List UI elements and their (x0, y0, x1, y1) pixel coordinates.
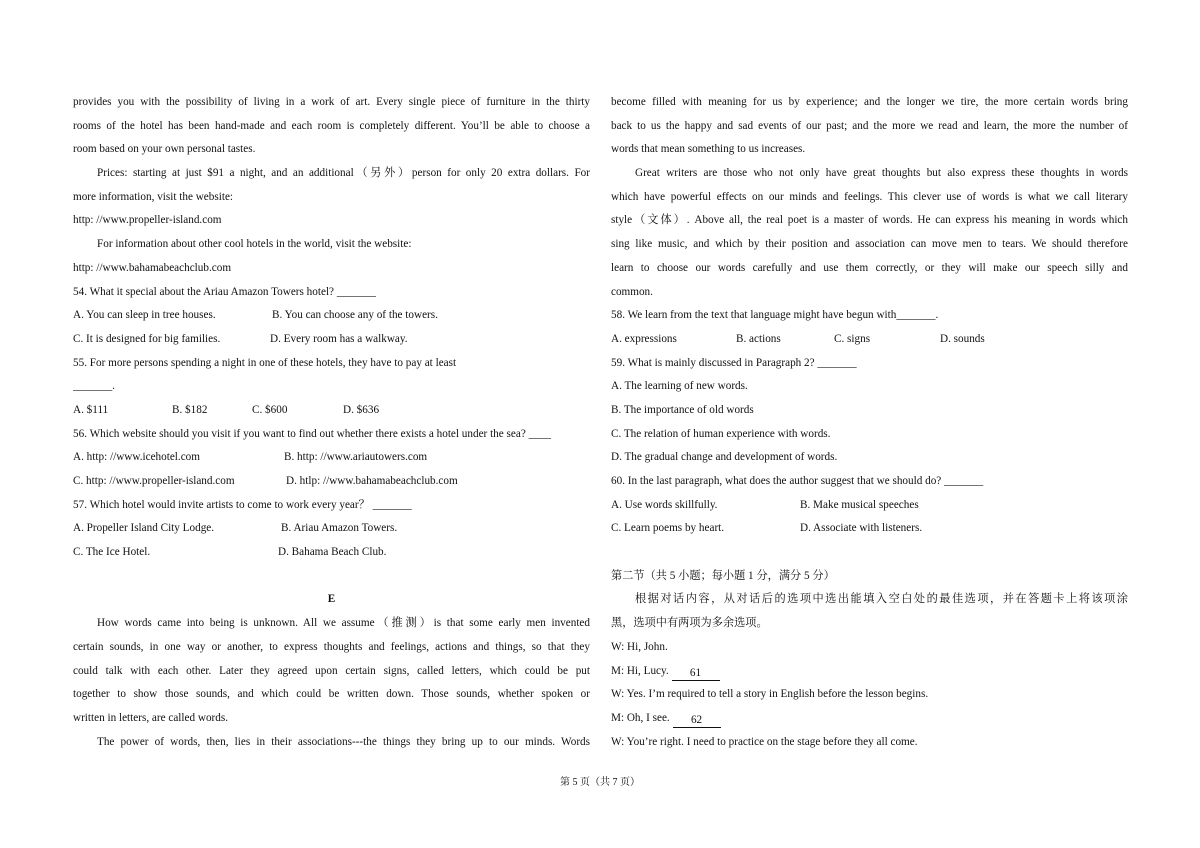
page-footer: 第 5 页（共 7 页） (560, 777, 640, 788)
option-d: D. Bahama Beach Club. (278, 546, 387, 559)
option-a: A. Use words skillfully. (611, 498, 718, 511)
q54-options-row-1 (73, 304, 590, 328)
option-c: C. It is designed for big families. (73, 332, 221, 345)
instruction-line: 黑，选项中有两项为多余选项。 (611, 617, 768, 630)
left-column (73, 91, 590, 754)
paragraph-line: Prices: starting at just $91 a night, and an additional（另外）person for only 20 extra dollars. For (97, 167, 590, 180)
option-a: A. The learning of new words. (611, 380, 748, 393)
option-b: B. Ariau Amazon Towers. (281, 522, 398, 535)
question-58: 58. We learn from the text that language might have begun with_______. (611, 309, 939, 322)
question-57: 57. Which hotel would invite artists to come to work every year？ _______ (73, 498, 412, 511)
option-c: C. signs (834, 332, 871, 345)
paragraph-line: certain sounds, in one way or another, to express thoughts and feelings, actions and things, so that they (73, 640, 590, 653)
option-b: B. actions (736, 332, 781, 345)
paragraph-line: learn to choose our words carefully and use them correctly, or they will make our speech silly and (611, 261, 1128, 274)
option-d: D. $636 (343, 403, 380, 416)
dialog-line: W: Hi, John. (611, 640, 668, 653)
paragraph-line: could talk with each other. Later they agreed upon certain signs, called letters, which could be put (73, 664, 590, 677)
q60-options-row-2 (611, 517, 1128, 541)
right-column (611, 91, 1128, 754)
paragraph-line: Great writers are those who not only have great thoughts but also express these thoughts in words (635, 167, 1128, 180)
option-d: D. Every room has a walkway. (270, 332, 408, 345)
paragraph-line: back to us the happy and sad events of our past; and the more we read and learn, the more the number of (611, 119, 1128, 132)
section-heading-e: E (327, 593, 336, 606)
paragraph-line: become filled with meaning for us by experience; and the longer we tire, the more certain words bring (611, 96, 1128, 108)
option-d: D. sounds (940, 332, 985, 345)
dialog-text: M: Hi, Lucy. (611, 664, 669, 677)
option-b: B. Make musical speeches (800, 498, 919, 511)
question-54: 54. What it special about the Ariau Amazon Towers hotel? _______ (73, 285, 376, 298)
paragraph-line: provides you with the possibility of living in a work of art. Every single piece of furniture in the thirty (73, 96, 590, 108)
option-a: A. expressions (611, 332, 677, 345)
option-d: D. The gradual change and development of words. (611, 451, 838, 464)
website-url: http: //www.propeller-island.com (73, 214, 222, 227)
question-56: 56. Which website should you visit if you want to find out whether there exists a hotel under the sea? ____ (73, 427, 551, 440)
option-c: C. The relation of human experience with words. (611, 427, 831, 440)
q57-options-row-1 (73, 517, 590, 541)
option-d: D. Associate with listeners. (800, 522, 923, 535)
dialog-line (611, 660, 1128, 684)
paragraph-line: written in letters, are called words. (73, 711, 229, 724)
question-59: 59. What is mainly discussed in Paragraph 2? _______ (611, 356, 857, 369)
paragraph-line: room based on your own personal tastes. (73, 143, 256, 156)
paragraph-line: rooms of the hotel has been hand-made and each room is completely different. You’ll be able to choose a (73, 119, 590, 132)
paragraph-line: The power of words, then, lies in their associations---the things they bring up to our minds. Words (97, 735, 590, 748)
option-b: B. $182 (172, 403, 208, 416)
paragraph-line: style（文体）. Above all, the real poet is a master of words. He can express his meaning in words which (611, 214, 1128, 227)
q56-options-row-2 (73, 470, 590, 494)
q56-options-row-1 (73, 446, 590, 470)
option-c: C. Learn poems by heart. (611, 522, 725, 535)
option-c: C. The Ice Hotel. (73, 546, 151, 559)
dialog-line: W: Yes. I’m required to tell a story in English before the lesson begins. (611, 688, 929, 701)
section-2-title: 第二节（共 5 小题；每小题 1 分，满分 5 分） (611, 569, 835, 582)
option-b: B. You can choose any of the towers. (272, 309, 438, 322)
option-b: B. The importance of old words (611, 403, 754, 416)
paragraph-line: together to show those sounds, and which could be written down. Those sounds, whether spoken or (73, 688, 590, 701)
answer-blank-62: 62 (673, 713, 721, 728)
dialog-text: M: Oh, I see. (611, 711, 670, 724)
option-a: A. You can sleep in tree houses. (73, 309, 216, 322)
option-a: A. http: //www.icehotel.com (73, 451, 200, 464)
option-d: D. htlp: //www.bahamabeachclub.com (286, 475, 458, 487)
q58-options (611, 328, 1128, 352)
paragraph-line: words that mean something to us increases. (611, 143, 806, 156)
option-c: C. $600 (252, 403, 288, 416)
answer-blank-61: 61 (672, 666, 720, 681)
paragraph-line: How words came into being is unknown. All we assume（推测）is that some early men invented (97, 617, 590, 630)
option-a: A. $111 (73, 403, 109, 416)
website-url: http: //www.bahamabeachclub.com (73, 261, 232, 274)
q60-options-row-1 (611, 494, 1128, 518)
q55-options (73, 399, 590, 423)
q54-options-row-2 (73, 328, 590, 352)
option-b: B. http: //www.ariautowers.com (284, 451, 428, 464)
option-c: C. http: //www.propeller-island.com (73, 475, 235, 487)
question-55: 55. For more persons spending a night in one of these hotels, they have to pay at least (73, 356, 457, 369)
paragraph-line: which have powerful effects on our minds and feelings. This clever use of words is what we call literary (611, 190, 1128, 203)
q57-options-row-2 (73, 541, 590, 565)
paragraph-line: more information, visit the website: (73, 190, 234, 203)
instruction-line: 根据对话内容，从对话后的选项中选出能填入空白处的最佳选项，并在答题卡上将该项涂 (635, 593, 1128, 606)
paragraph-line: sing like music, and which by their position and association can move men to tears. We should therefore (611, 238, 1128, 251)
option-a: A. Propeller Island City Lodge. (73, 522, 215, 535)
dialog-line: W: You’re right. I need to practice on the stage before they all come. (611, 735, 918, 748)
paragraph-line: common. (611, 285, 653, 298)
question-60: 60. In the last paragraph, what does the author suggest that we should do? _______ (611, 475, 984, 487)
paragraph-line: For information about other cool hotels in the world, visit the website: (97, 238, 412, 251)
answer-blank: _______. (73, 380, 115, 393)
dialog-line (611, 707, 1128, 731)
